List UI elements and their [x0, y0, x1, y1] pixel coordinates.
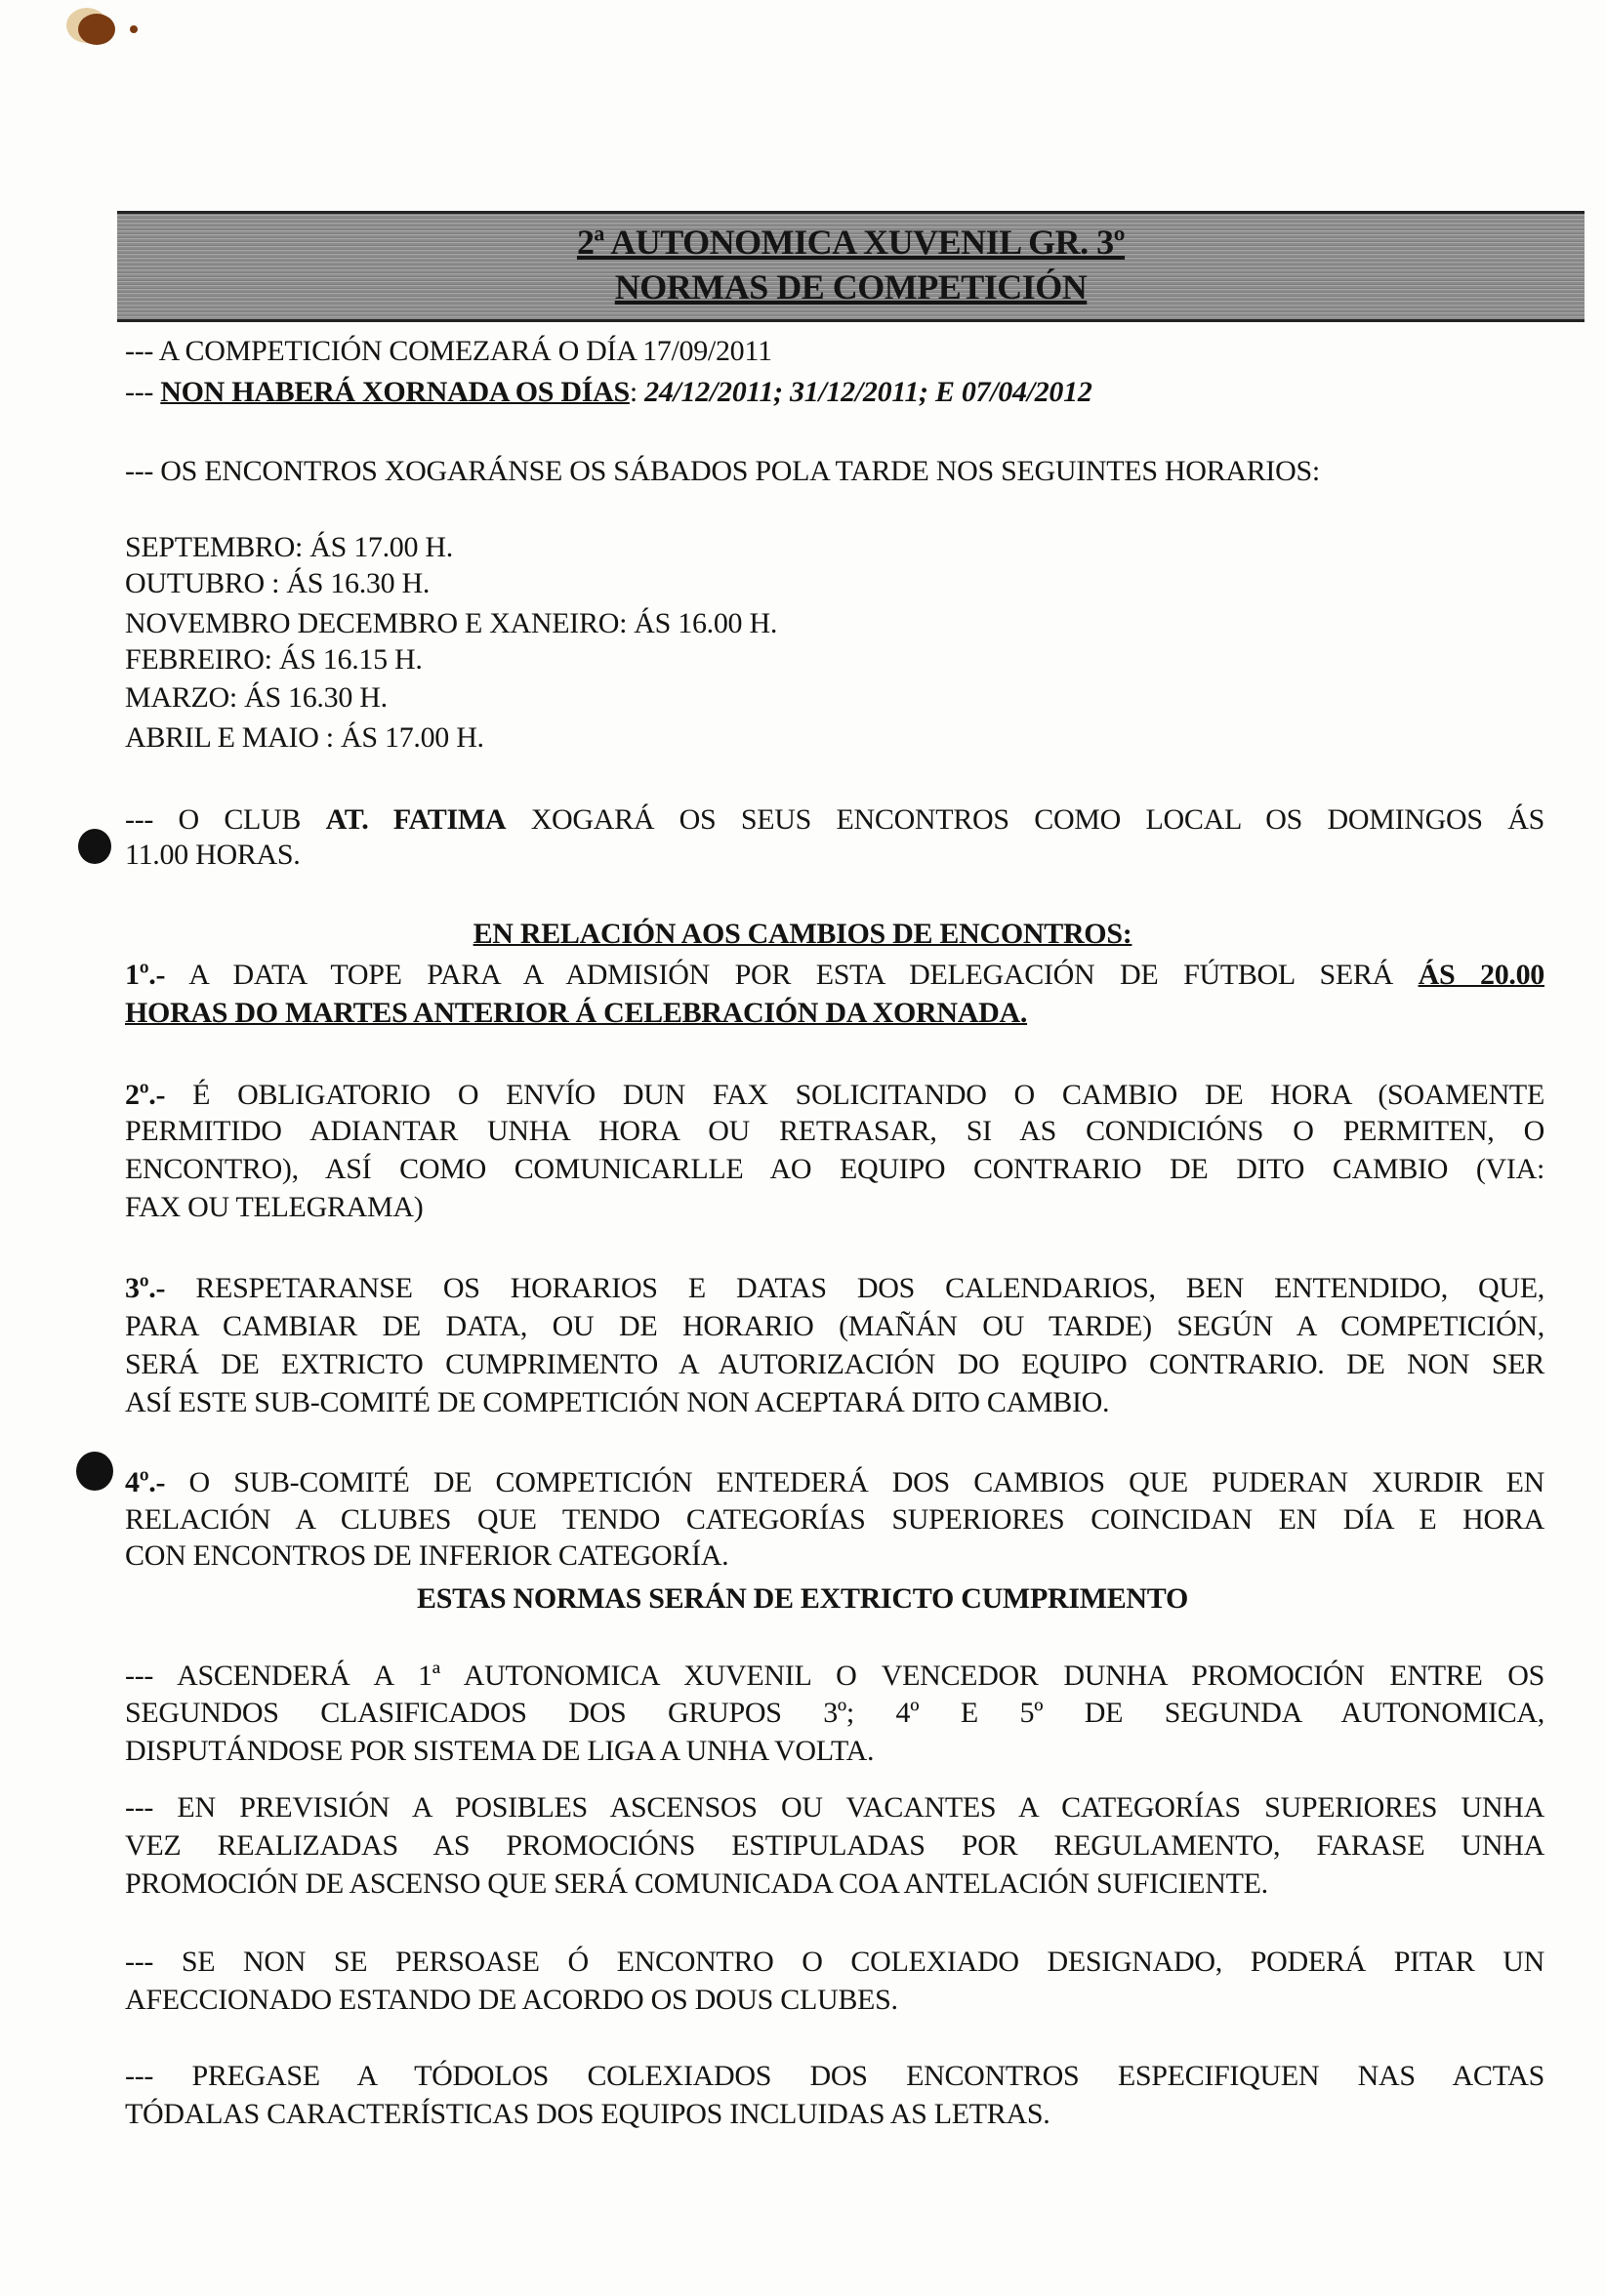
note-line: VEZ REALIZADAS AS PROMOCIÓNS ESTIPULADAS POR REGULAMENTO, FARASE UNHA	[125, 1829, 1544, 1862]
schedule-item: MARZO: ÁS 16.30 H.	[125, 681, 388, 714]
rule-4	[125, 1465, 1544, 1500]
note-line: AFECCIONADO ESTANDO DE ACORDO OS DOUS CLUBES.	[125, 1984, 898, 2016]
rule-text: RESPETARANSE OS HORARIOS E DATAS DOS CALENDARIOS, BEN ENTENDIDO, QUE,	[165, 1272, 1544, 1304]
rule-1	[125, 958, 1544, 993]
rule-3-line: SERÁ DE EXTRICTO CUMPRIMENTO A AUTORIZACIÓN DO EQUIPO CONTRARIO. DE NON SER	[125, 1348, 1544, 1380]
club-note-line-2: 11.00 HORAS.	[125, 839, 301, 871]
rule-number: 1º.-	[125, 959, 166, 991]
colon: :	[629, 376, 645, 408]
rule-number: 4º.-	[125, 1466, 166, 1498]
rule-number: 3º.-	[125, 1272, 166, 1304]
rule-3-line: ASÍ ESTE SUB-COMITÉ DE COMPETICIÓN NON ACEPTARÁ DITO CAMBIO.	[125, 1386, 1110, 1418]
club-post: XOGARÁ OS SEUS ENCONTROS COMO LOCAL OS DOMINGOS ÁS	[506, 803, 1544, 836]
title-line-1: 2ª AUTONOMICA XUVENIL GR. 3º	[576, 223, 1126, 262]
club-name: AT. FATIMA	[325, 803, 507, 836]
rule-number: 2º.-	[125, 1079, 166, 1111]
closing-statement: ESTAS NORMAS SERÁN DE EXTRICTO CUMPRIMENTO	[416, 1582, 1189, 1615]
schedule-item: OUTUBRO : ÁS 16.30 H.	[125, 567, 431, 599]
rule-text: A DATA TOPE PARA A ADMISIÓN POR ESTA DELEGACIÓN DE FÚTBOL SERÁ	[165, 959, 1419, 991]
rule-text: O SUB-COMITÉ DE COMPETICIÓN ENTEDERÁ DOS CAMBIOS QUE PUDERAN XURDIR EN	[165, 1466, 1544, 1498]
rule-text: É OBLIGATORIO O ENVÍO DUN FAX SOLICITANDO O CAMBIO DE HORA (SOAMENTE	[165, 1079, 1544, 1111]
schedule-item: NOVEMBRO DECEMBRO E XANEIRO: ÁS 16.00 H.	[125, 607, 778, 639]
stain-mark	[78, 14, 115, 45]
note-line: DISPUTÁNDOSE POR SISTEMA DE LIGA A UNHA VOLTA.	[125, 1735, 875, 1767]
rule-1-line-2: HORAS DO MARTES ANTERIOR Á CELEBRACIÓN DA XORNADA.	[125, 997, 1028, 1029]
punch-hole-mark	[78, 829, 111, 864]
rule-4-line: CON ENCONTROS DE INFERIOR CATEGORÍA.	[125, 1539, 729, 1572]
no-round-days	[125, 375, 1092, 410]
club-pre: --- O CLUB	[125, 803, 326, 836]
title-line-2: NORMAS DE COMPETICIÓN	[614, 267, 1088, 307]
note-line: SEGUNDOS CLASIFICADOS DOS GRUPOS 3º; 4º E 5º DE SEGUNDA AUTONOMICA,	[125, 1697, 1544, 1729]
stain-dot	[130, 25, 138, 33]
club-note	[125, 802, 1544, 838]
note-line: PROMOCIÓN DE ASCENSO QUE SERÁ COMUNICADA COA ANTELACIÓN SUFICIENTE.	[125, 1867, 1268, 1900]
punch-hole-mark	[76, 1452, 113, 1491]
no-round-dates: 24/12/2011; 31/12/2011; E 07/04/2012	[644, 376, 1092, 408]
no-round-label: NON HABERÁ XORNADA OS DÍAS	[160, 376, 630, 408]
rule-3	[125, 1271, 1544, 1306]
rule-2-line: ENCONTRO), ASÍ COMO COMUNICARLLE AO EQUIPO CONTRARIO DE DITO CAMBIO (VIA:	[125, 1153, 1544, 1185]
rule-2-line: PERMITIDO ADIANTAR UNHA HORA OU RETRASAR, SI AS CONDICIÓNS O PERMITEN, O	[125, 1115, 1544, 1147]
note-line: TÓDALAS CARACTERÍSTICAS DOS EQUIPOS INCLUIDAS AS LETRAS.	[125, 2098, 1050, 2130]
schedule-item: SEPTEMBRO: ÁS 17.00 H.	[125, 531, 453, 563]
dash: ---	[125, 376, 161, 408]
rule-3-line: PARA CAMBIAR DE DATA, OU DE HORARIO (MAÑÁN OU TARDE) SEGÚN A COMPETICIÓN,	[125, 1310, 1544, 1342]
rule-4-line: RELACIÓN A CLUBES QUE TENDO CATEGORÍAS SUPERIORES COINCIDAN EN DÍA E HORA	[125, 1503, 1544, 1536]
note-line: --- ASCENDERÁ A 1ª AUTONOMICA XUVENIL O VENCEDOR DUNHA PROMOCIÓN ENTRE OS	[125, 1660, 1544, 1692]
note-line: --- EN PREVISIÓN A POSIBLES ASCENSOS OU VACANTES A CATEGORÍAS SUPERIORES UNHA	[125, 1791, 1544, 1824]
rule-emphasis: ÁS 20.00	[1418, 959, 1545, 991]
changes-heading: EN RELACIÓN AOS CAMBIOS DE ENCONTROS:	[473, 918, 1132, 950]
title-banner	[117, 211, 1584, 322]
note-line: --- PREGASE A TÓDOLOS COLEXIADOS DOS ENCONTROS ESPECIFIQUEN NAS ACTAS	[125, 2060, 1544, 2092]
schedule-intro: --- OS ENCONTROS XOGARÁNSE OS SÁBADOS POLA TARDE NOS SEGUINTES HORARIOS:	[125, 455, 1320, 487]
rule-2-line: FAX OU TELEGRAMA)	[125, 1191, 424, 1223]
start-date: --- A COMPETICIÓN COMEZARÁ O DÍA 17/09/2011	[125, 335, 772, 367]
rule-2	[125, 1078, 1544, 1113]
schedule-item: ABRIL E MAIO : ÁS 17.00 H.	[125, 721, 484, 754]
note-line: --- SE NON SE PERSOASE Ó ENCONTRO O COLEXIADO DESIGNADO, PODERÁ PITAR UN	[125, 1946, 1544, 1978]
schedule-item: FEBREIRO: ÁS 16.15 H.	[125, 643, 423, 676]
